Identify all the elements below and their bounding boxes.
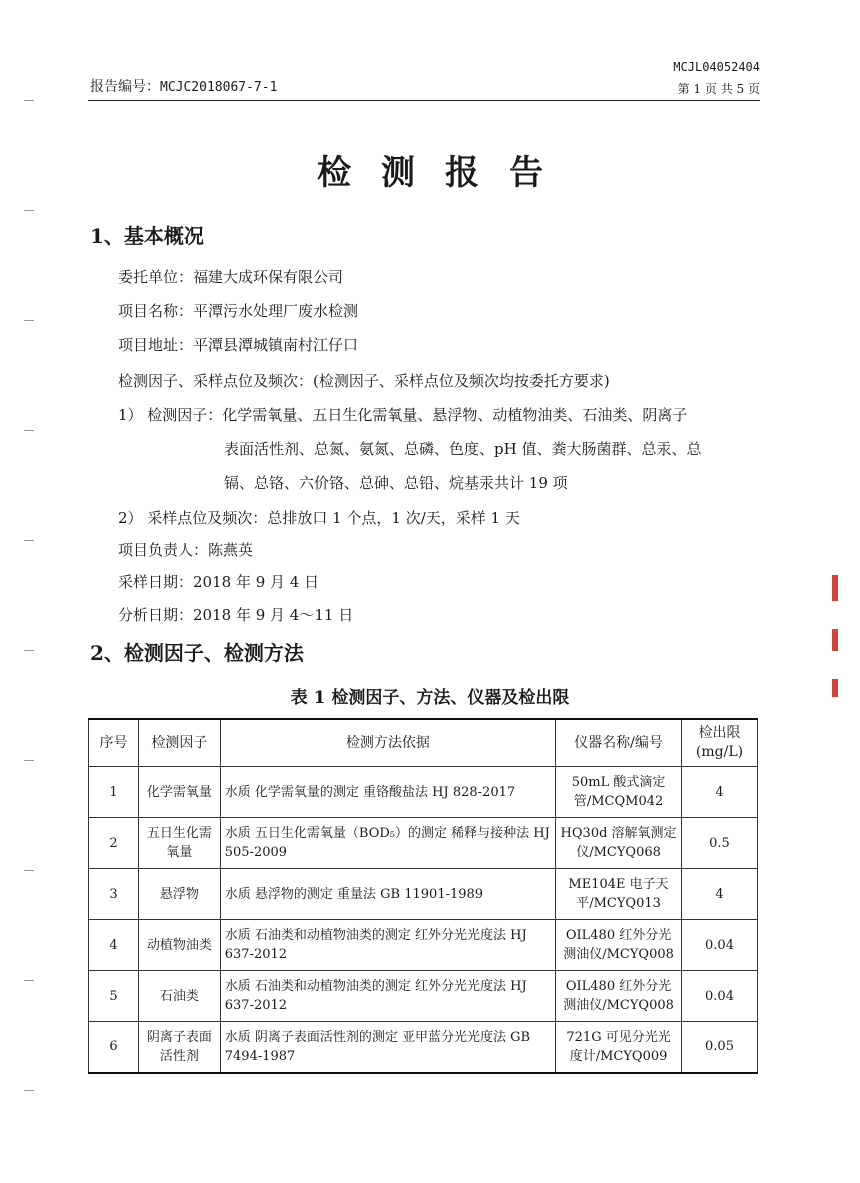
binding-tick bbox=[24, 430, 34, 431]
binding-tick bbox=[24, 980, 34, 981]
cell-method: 水质 化学需氧量的测定 重铬酸盐法 HJ 828-2017 bbox=[220, 767, 555, 818]
cell-instrument: 50mL 酸式滴定管/MCQM042 bbox=[556, 767, 682, 818]
cell-factor: 五日生化需氧量 bbox=[138, 818, 220, 869]
binding-tick bbox=[24, 210, 34, 211]
cell-no: 2 bbox=[89, 818, 139, 869]
col-limit-label: 检出限 bbox=[698, 725, 741, 741]
cell-method: 水质 阴离子表面活性剂的测定 亚甲蓝分光光度法 GB 7494-1987 bbox=[220, 1022, 555, 1073]
methods-table bbox=[88, 718, 758, 1074]
report-number-label: 报告编号： bbox=[90, 79, 160, 95]
table-row bbox=[89, 869, 758, 920]
page-title: 检测报告 bbox=[317, 153, 573, 193]
cell-no: 6 bbox=[89, 1022, 139, 1073]
cell-limit: 0.04 bbox=[682, 920, 758, 971]
cell-method: 水质 五日生化需氧量（BOD₅）的测定 稀释与接种法 HJ 505-2009 bbox=[220, 818, 555, 869]
cell-factor: 化学需氧量 bbox=[138, 767, 220, 818]
factors-intro-line: 检测因子、采样点位及频次：(检测因子、采样点位及频次均按委托方要求) bbox=[118, 372, 610, 390]
cell-instrument: 721G 可见分光光度计/MCYQ009 bbox=[556, 1022, 682, 1073]
table-row bbox=[89, 971, 758, 1022]
cell-limit: 0.5 bbox=[682, 818, 758, 869]
col-factor: 检测因子 bbox=[138, 719, 220, 767]
header-rule bbox=[88, 100, 760, 101]
manager-line: 项目负责人：陈燕英 bbox=[118, 541, 254, 559]
cell-no: 3 bbox=[89, 869, 139, 920]
factors-line-1: 1） 检测因子：化学需氧量、五日生化需氧量、悬浮物、动植物油类、石油类、阴离子 bbox=[118, 406, 688, 424]
cell-factor: 悬浮物 bbox=[138, 869, 220, 920]
col-limit-unit: (mg/L) bbox=[695, 744, 744, 760]
cell-limit: 4 bbox=[682, 869, 758, 920]
cell-no: 5 bbox=[89, 971, 139, 1022]
binding-tick bbox=[24, 1090, 34, 1091]
seal-fragment bbox=[832, 575, 846, 725]
factors-line-2: 表面活性剂、总氮、氨氮、总磷、色度、pH 值、粪大肠菌群、总汞、总 bbox=[224, 440, 702, 458]
section1-heading: 1、基本概况 bbox=[90, 224, 204, 248]
binding-tick bbox=[24, 760, 34, 761]
col-instrument: 仪器名称/编号 bbox=[556, 719, 682, 767]
sampling-date-line: 采样日期：2018 年 9 月 4 日 bbox=[118, 573, 320, 591]
col-no: 序号 bbox=[89, 719, 139, 767]
cell-no: 1 bbox=[89, 767, 139, 818]
cell-factor: 阴离子表面活性剂 bbox=[138, 1022, 220, 1073]
cell-factor: 动植物油类 bbox=[138, 920, 220, 971]
binding-tick bbox=[24, 650, 34, 651]
cell-limit: 0.04 bbox=[682, 971, 758, 1022]
cell-instrument: HQ30d 溶解氧测定仪/MCYQ068 bbox=[556, 818, 682, 869]
section2-heading: 2、检测因子、检测方法 bbox=[90, 641, 304, 665]
cell-instrument: ME104E 电子天平/MCYQ013 bbox=[556, 869, 682, 920]
factors-line-3: 镉、总铬、六价铬、总砷、总铅、烷基汞共计 19 项 bbox=[224, 474, 568, 492]
table-caption: 表 1 检测因子、方法、仪器及检出限 bbox=[290, 688, 570, 708]
cell-instrument: OIL480 红外分光测油仪/MCYQ008 bbox=[556, 971, 682, 1022]
analysis-date-line: 分析日期：2018 年 9 月 4～11 日 bbox=[118, 606, 354, 624]
form-code: MCJL04052404 bbox=[673, 60, 760, 74]
binding-tick bbox=[24, 870, 34, 871]
cell-factor: 石油类 bbox=[138, 971, 220, 1022]
cell-method: 水质 悬浮物的测定 重量法 GB 11901-1989 bbox=[220, 869, 555, 920]
report-number bbox=[90, 76, 277, 96]
cell-no: 4 bbox=[89, 920, 139, 971]
sampling-line: 2） 采样点位及频次：总排放口 1 个点，1 次/天，采样 1 天 bbox=[118, 509, 520, 527]
cell-instrument: OIL480 红外分光测油仪/MCYQ008 bbox=[556, 920, 682, 971]
table-row bbox=[89, 920, 758, 971]
table-row bbox=[89, 818, 758, 869]
client-line: 委托单位：福建大成环保有限公司 bbox=[118, 268, 344, 286]
project-name-line: 项目名称：平潭污水处理厂废水检测 bbox=[118, 302, 359, 320]
cell-limit: 4 bbox=[682, 767, 758, 818]
table-row bbox=[89, 767, 758, 818]
table-header-row bbox=[89, 719, 758, 767]
cell-method: 水质 石油类和动植物油类的测定 红外分光光度法 HJ 637-2012 bbox=[220, 920, 555, 971]
binding-tick bbox=[24, 540, 34, 541]
binding-tick bbox=[24, 320, 34, 321]
col-method: 检测方法依据 bbox=[220, 719, 555, 767]
cell-method: 水质 石油类和动植物油类的测定 红外分光光度法 HJ 637-2012 bbox=[220, 971, 555, 1022]
table-row bbox=[89, 1022, 758, 1073]
binding-tick bbox=[24, 100, 34, 101]
col-limit bbox=[682, 719, 758, 767]
project-address-line: 项目地址：平潭县潭城镇南村江仔口 bbox=[118, 336, 359, 354]
report-number-value: MCJC2018067-7-1 bbox=[160, 80, 278, 95]
cell-limit: 0.05 bbox=[682, 1022, 758, 1073]
page-count: 第 1 页 共 5 页 bbox=[677, 82, 760, 96]
